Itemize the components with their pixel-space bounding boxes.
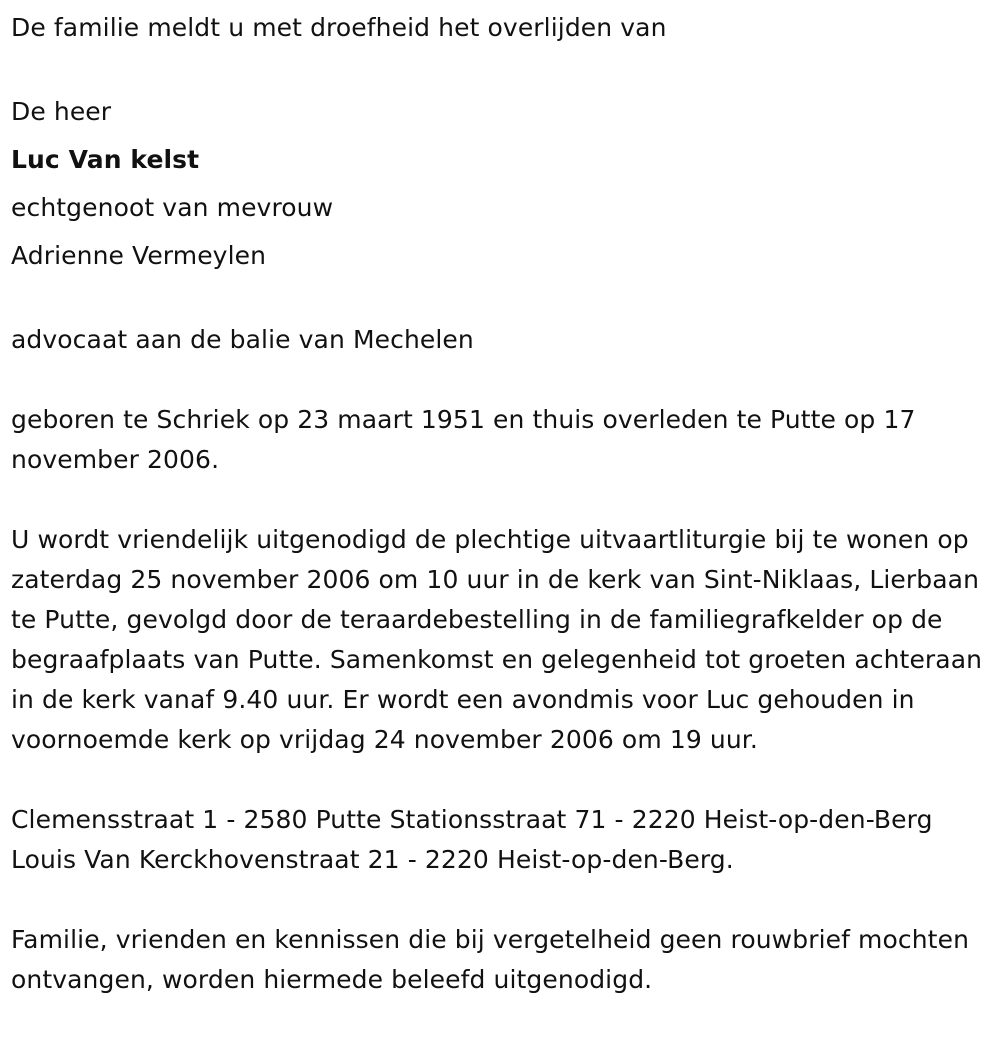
spouse-name: Adrienne Vermeylen xyxy=(11,241,267,270)
addresses-text: Clemensstraat 1 - 2580 Putte Stationsstraat 71 - 2220 Heist-op-den-Berg Louis Van Kerckhovenstraat 21 - 2220 Heist-op-den-Berg. xyxy=(11,805,933,874)
ceremony-text: U wordt vriendelijk uitgenodigd de plechtige uitvaartliturgie bij te wonen op zaterdag 25 november 2006 om 10 uur in de kerk van Sint-Niklaas, Lierbaan te Putte, gevolgd door de teraardebestelling in de familiegrafkelder op de begraafplaats van Putte. Samenkomst en gelegenheid tot groeten achteraan in de kerk vanaf 9.40 uur. Er wordt een avondmis voor Luc gehouden in voornoemde kerk op vrijdag 24 november 2006 om 19 uur. xyxy=(11,525,983,754)
deceased-name: Luc Van kelst xyxy=(11,145,200,174)
birth-death-text: geboren te Schriek op 23 maart 1951 en thuis overleden te Putte op 17 november 2006. xyxy=(11,405,916,474)
intro-text: De familie meldt u met droefheid het overlijden van xyxy=(11,13,667,42)
closing-text: Familie, vrienden en kennissen die bij vergetelheid geen rouwbrief mochten ontvangen, worden hiermede beleefd uitgenodigd. xyxy=(11,925,970,994)
spouse-label: echtgenoot van mevrouw xyxy=(11,193,334,222)
salutation: De heer xyxy=(11,97,112,126)
profession: advocaat aan de balie van Mechelen xyxy=(11,325,474,354)
